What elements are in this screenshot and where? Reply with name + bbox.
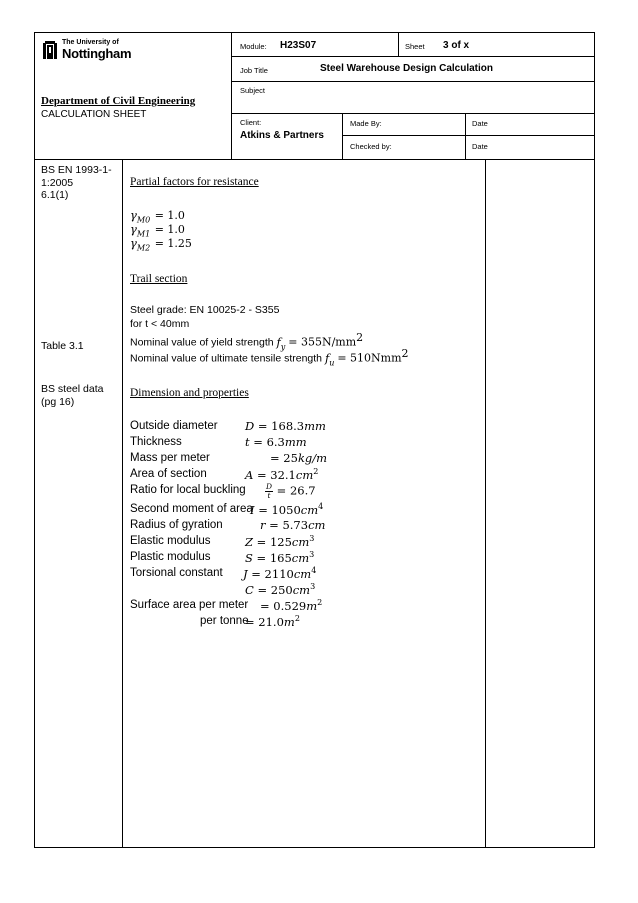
date-label-2: Date [472, 142, 488, 151]
date-label-1: Date [472, 119, 488, 128]
madeby-label: Made By: [350, 119, 382, 128]
university-logo [42, 39, 142, 63]
yield-text: Nominal value of yield strength [130, 336, 274, 349]
property-value: = 25kg/m [270, 451, 328, 465]
gamma-m0-value: = 1.0 [154, 209, 185, 222]
property-label: Thickness [130, 436, 182, 448]
sheet-divider [398, 32, 399, 57]
date-divider [465, 113, 466, 160]
property-value: $\frac{D}{t}$ = 26.7 [266, 482, 316, 500]
property-value: t = 6.3mm [245, 435, 307, 449]
yield-strength: Nominal value of yield strength $f_y = 355N/mm^2$ [130, 331, 364, 351]
sheet-type: CALCULATION SHEET [41, 109, 147, 120]
client-label: Client: [240, 118, 262, 127]
jobtitle-value: Steel Warehouse Design Calculation [320, 63, 494, 74]
jobtitle-label: Job Title [240, 66, 268, 75]
sheet-value: 3 of x [443, 40, 470, 51]
property-value: $C = 250cm^3$ [245, 582, 316, 597]
property-label: Surface area per meter [130, 599, 249, 611]
steel-grade: Steel grade: EN 10025-2 - S355 [130, 304, 280, 316]
gamma-m1: $\gamma_{M1} = 1.0$ [130, 222, 185, 239]
property-label: Torsional constant [130, 567, 223, 579]
property-value: $I = 1050cm^4$ [250, 502, 324, 517]
property-label: Radius of gyration [130, 519, 223, 531]
subject-label: Subject [240, 86, 266, 95]
module-label: Module: [240, 42, 267, 51]
frame-top [34, 32, 595, 33]
ratio-fraction: $\frac{D}{t}$ [266, 482, 273, 500]
header-row-line-2 [231, 81, 595, 82]
checkedby-label: Checked by: [350, 142, 392, 151]
property-value: D = 168.3mm [245, 419, 326, 433]
property-label: per tonne [200, 615, 249, 627]
gamma-m0: $\gamma_{M0} = 1.0$ [130, 208, 185, 225]
reference-eurocode: BS EN 1993-1- 1:2005 6.1(1) [41, 164, 112, 201]
crest-icon [42, 40, 58, 60]
header-bottom-line [34, 159, 595, 160]
header-row-line-3 [231, 113, 595, 114]
client-value: Atkins & Partners [240, 130, 324, 141]
partial-factors-heading: Partial factors for resistance [130, 176, 259, 188]
property-value: $S = 165cm^3$ [245, 550, 315, 565]
property-label: Mass per meter [130, 452, 210, 464]
department-title: Department of Civil Engineering [41, 95, 196, 107]
ultimate-strength: Nominal value of ultimate tensile strength $f_u = 510Nmm^2$ [130, 347, 409, 367]
result-column-divider [485, 159, 486, 848]
property-value: = $0.529m^2$ [260, 598, 323, 613]
header-row-line-4 [342, 135, 595, 136]
property-label: Second moment of area [130, 503, 253, 515]
header-divider-vertical [231, 32, 232, 160]
logo-line2: Nottingham [62, 46, 132, 61]
gamma-m2: $\gamma_{M2} = 1.25$ [130, 236, 192, 253]
property-label: Area of section [130, 468, 207, 480]
property-value: $J = 2110cm^4$ [243, 566, 317, 581]
property-value: r = 5.73cm [260, 518, 326, 532]
yield-value: = 355N/mm [288, 335, 357, 349]
ref-column-divider [122, 159, 123, 848]
dimension-heading: Dimension and properties [130, 387, 249, 399]
property-label: Plastic modulus [130, 551, 211, 563]
reference-steel-data: BS steel data (pg 16) [41, 383, 104, 408]
property-label: Elastic modulus [130, 535, 211, 547]
client-divider [342, 113, 343, 160]
property-value: $A = 32.1cm^2$ [245, 467, 319, 482]
ultimate-value: = 510Nmm [337, 351, 402, 365]
logo-line1: The University of [62, 39, 119, 46]
module-value: H23S07 [280, 40, 317, 51]
property-value: = $21.0m^2$ [245, 614, 300, 629]
gamma-m2-value: = 1.25 [154, 237, 192, 250]
sheet-label: Sheet [405, 42, 425, 51]
ultimate-text: Nominal value of ultimate tensile strength [130, 352, 323, 365]
reference-table: Table 3.1 [41, 340, 84, 352]
property-label: Outside diameter [130, 420, 218, 432]
trail-section-heading: Trail section [130, 273, 188, 285]
thickness-condition: for t < 40mm [130, 318, 190, 330]
property-label: Ratio for local buckling [130, 484, 246, 496]
header-row-line-1 [231, 56, 595, 57]
frame-right [594, 32, 595, 848]
property-value: $Z = 125cm^3$ [245, 534, 315, 549]
gamma-m1-value: = 1.0 [154, 223, 185, 236]
frame-left [34, 32, 35, 848]
frame-bottom [34, 847, 595, 848]
